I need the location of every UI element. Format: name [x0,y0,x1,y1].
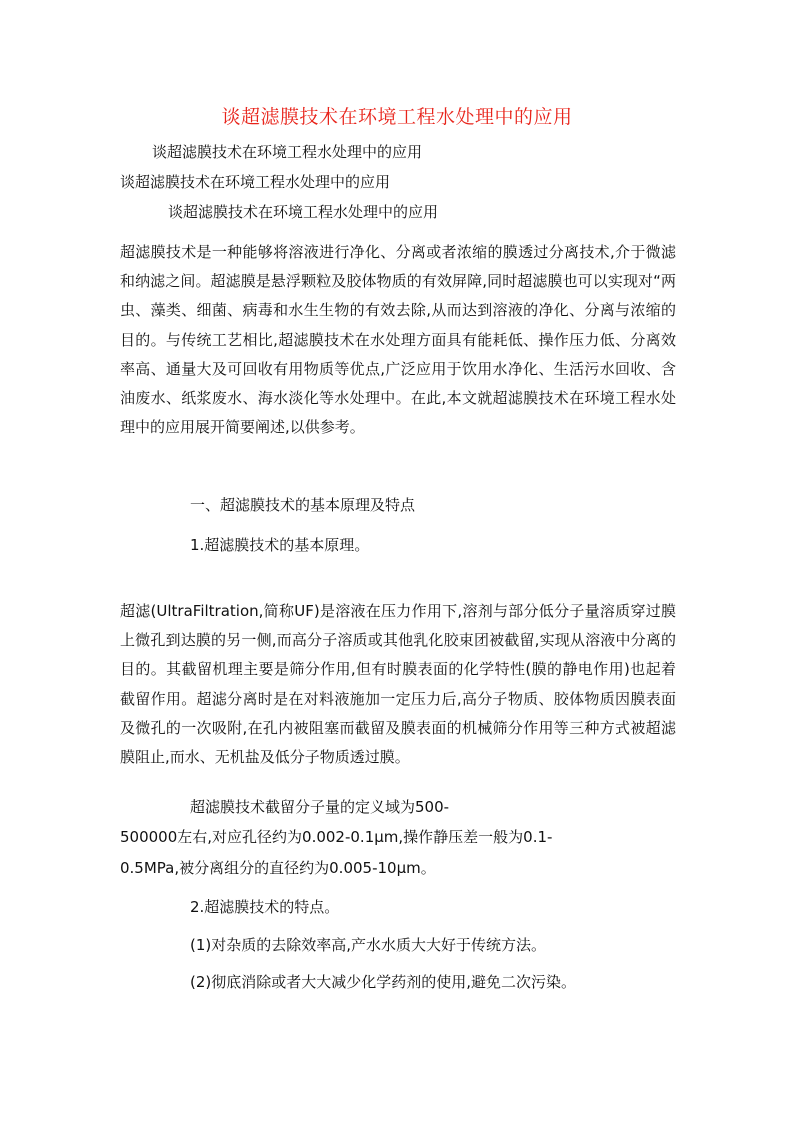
repeated-title-1: 谈超滤膜技术在环境工程水处理中的应用 [152,143,423,161]
principle-paragraph: 超滤(UltraFiltration,简称UF)是溶液在压力作用下,溶剂与部分低分子量溶质穿过膜上微孔到达膜的另一侧,而高分子溶质或其他乳化胶束团被截留,实现从溶液中分离的目的。其截留机理主要是筛分作用,但有时膜表面的化学特性(膜的静电作用)也起着截留作用。超滤分离时是在对料液施加一定压力后,高分子物质、胶体物质因膜表面及微孔的一次吸附,在孔内被阻塞而截留及膜表面的机械筛分作用等三种方式被超滤膜阻止,而水、无机盐及低分子物质透过膜。 [120,602,676,767]
document-title: 谈超滤膜技术在环境工程水处理中的应用 [221,106,573,128]
feature-item-1: (1)对杂质的去除效率高,产水水质大大好于传统方法。 [190,936,547,954]
spec-line-2: 500000左右,对应孔径约为0.002-0.1μm,操作静压差一般为0.1- [120,828,553,846]
spec-line-1: 超滤膜技术截留分子量的定义域为500- [190,798,450,816]
section-heading-1: 一、超滤膜技术的基本原理及特点 [190,496,416,514]
subsection-heading-1-2: 2.超滤膜技术的特点。 [190,898,340,916]
spec-line-3: 0.5MPa,被分离组分的直径约为0.005-10μm。 [120,859,436,877]
subsection-heading-1-1: 1.超滤膜技术的基本原理。 [190,536,370,554]
repeated-title-2: 谈超滤膜技术在环境工程水处理中的应用 [120,173,391,191]
intro-paragraph: 超滤膜技术是一种能够将溶液进行净化、分离或者浓缩的膜透过分离技术,介于微滤和纳滤之间。超滤膜是悬浮颗粒及胶体物质的有效屏障,同时超滤膜也可以实现对“两虫、藻类、细菌、病毒和水生生物的有效去除,从而达到溶液的净化、分离与浓缩的目的。与传统工艺相比,超滤膜技术在水处理方面具有能耗低、操作压力低、分离效率高、通量大及可回收有用物质等优点,广泛应用于饮用水净化、生活污水回收、含油废水、纸浆废水、海水淡化等水处理中。在此,本文就超滤膜技术在环境工程水处理中的应用展开简要阐述,以供参考。 [120,243,676,437]
repeated-title-3: 谈超滤膜技术在环境工程水处理中的应用 [168,203,439,221]
feature-item-2: (2)彻底消除或者大大减少化学药剂的使用,避免二次污染。 [190,973,577,991]
